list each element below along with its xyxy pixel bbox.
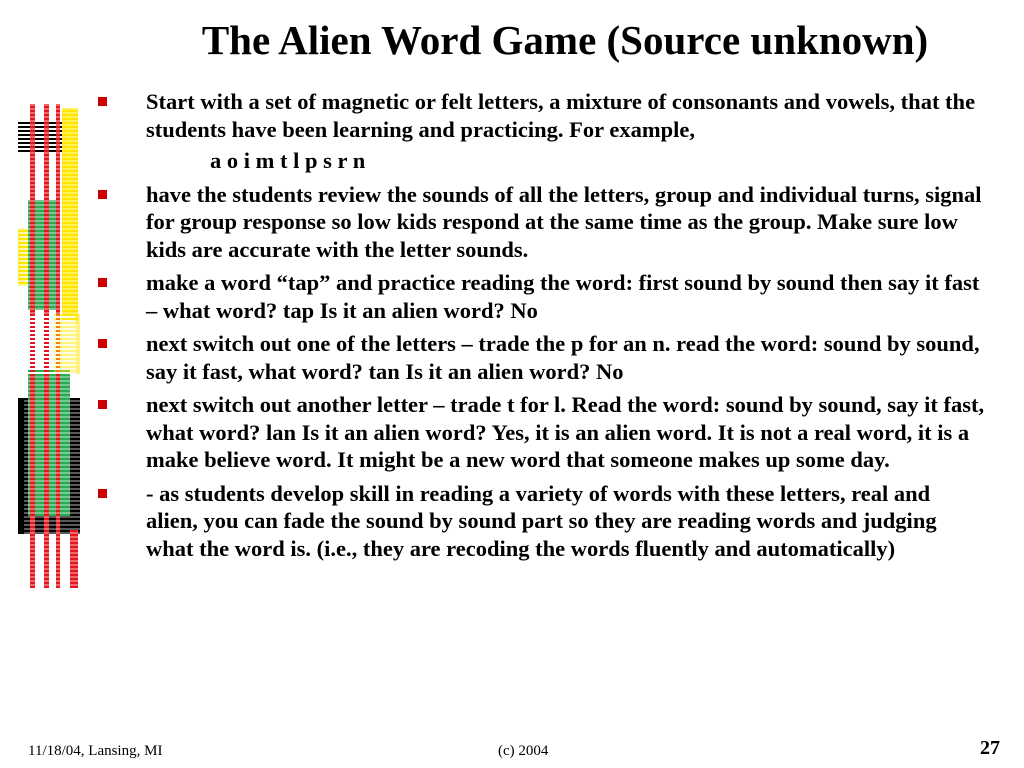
bullet-item	[96, 330, 986, 385]
bullet-text: have the students review the sounds of all the letters, group and individual turns, signal for group response so low kids respond at the same time as the group. Make sure low kids are accurate with the letter sounds.	[146, 181, 982, 262]
bullet-text: - as students develop skill in reading a variety of words with these letters, real and alien, you can fade the sound by sound part so they are reading words and judging what the word is. (i.e., they are recoding the words fluently and automatically)	[146, 480, 937, 561]
footer-date-location: 11/18/04, Lansing, MI	[28, 743, 163, 759]
bullet-item	[96, 391, 986, 474]
square-bullet-icon	[98, 278, 107, 287]
square-bullet-icon	[98, 400, 107, 409]
letter-set: a o i m t l p s r n	[210, 148, 366, 173]
square-bullet-icon	[98, 190, 107, 199]
square-bullet-icon	[98, 97, 107, 106]
bullet-item	[96, 480, 986, 563]
bullet-item	[96, 181, 986, 264]
slide-title: The Alien Word Game (Source unknown)	[201, 17, 929, 63]
bullet-text: next switch out one of the letters – trade the p for an n. read the word: sound by sound, say it fast, what word? tan Is it an alien word? No	[146, 331, 980, 384]
page-number: 27	[980, 737, 1000, 759]
square-bullet-icon	[98, 489, 107, 498]
bullet-item	[96, 269, 986, 324]
square-bullet-icon	[98, 339, 107, 348]
bullet-text: Start with a set of magnetic or felt letters, a mixture of consonants and vowels, that the students have been learning and practicing. For example,	[146, 89, 976, 142]
bullet-list	[96, 88, 986, 568]
bullet-text: next switch out another letter – trade t for l. Read the word: sound by sound, say it fast, what word? lan Is it an alien word? Yes, it is an alien word. It is not a real word, it is a make believe word. It might be a new word that someone makes up some day.	[146, 392, 985, 472]
bullet-item	[96, 88, 986, 175]
decorative-stripes	[14, 100, 84, 590]
footer-copyright: (c) 2004	[498, 743, 549, 759]
bullet-text: make a word “tap” and practice reading the word: first sound by sound then say it fast – what word? tap Is it an alien word? No	[146, 270, 980, 323]
